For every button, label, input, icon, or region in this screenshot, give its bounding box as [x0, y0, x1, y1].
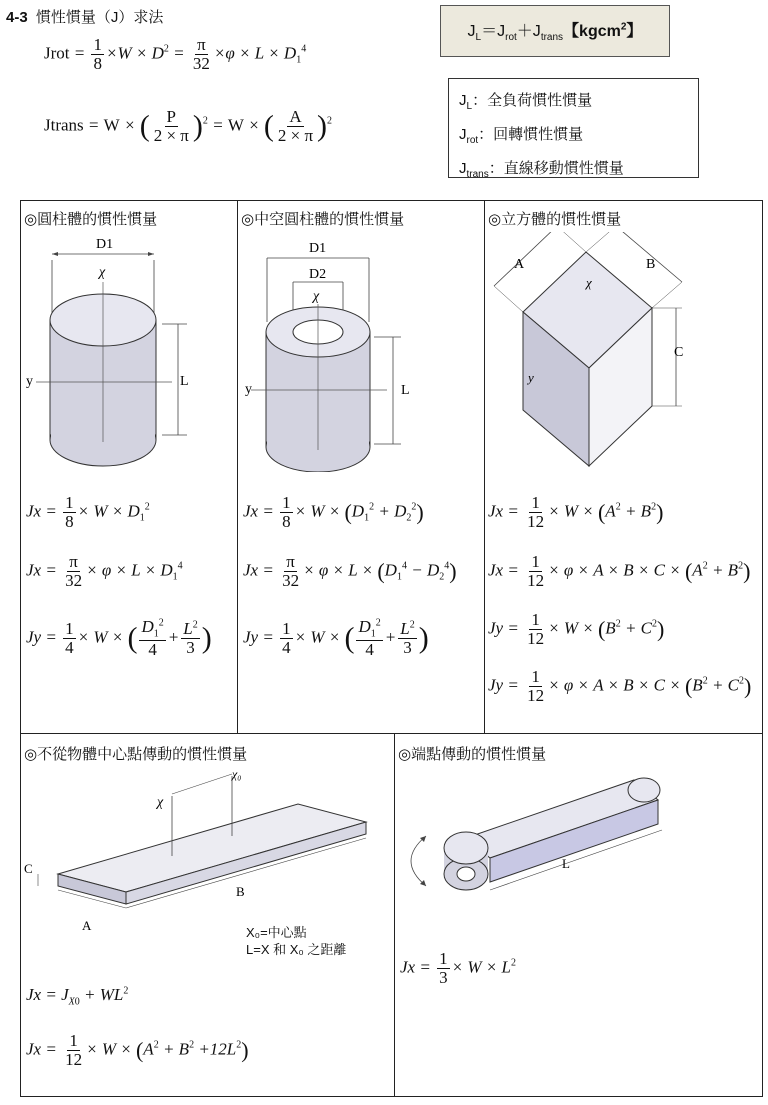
offcenter-jx-formula-1: $Jx = J_{X0} + WL^2$ — [26, 985, 129, 1008]
length-label: L — [401, 383, 410, 398]
divider — [484, 200, 485, 734]
a-label: A — [82, 918, 92, 933]
jrot-label: Jrot — [44, 43, 70, 63]
cube-jx-formula-2: Jx = $\frac{1}{12}$ × $\varphi \times A \times B \times C \times (A^2 + B^2)$ — [488, 552, 751, 590]
cube-jy-formula-2: Jy = $\frac{1}{12}$ × $\varphi \times A \times B \times C \times (B^2 + C^2)$ — [488, 667, 752, 705]
distance-note: L=X 和 X₀ 之距離 — [246, 942, 347, 957]
cylinder-diagram — [22, 232, 236, 472]
jrot-formula: Jrot = $\frac{1}{8}$ $\times W \times D^2$ = $\frac{\pi}{32}$ $\times\varphi \times L \times D_1^4$ — [44, 35, 307, 73]
x-axis-label: χ — [586, 275, 592, 290]
total-inertia-formula: $J_L=J_{rot}+J_{trans}$【kgcm$^2$】 — [467, 22, 643, 44]
hollow-jx-formula-2: Jx = $\frac{\pi}{32}$ × $\varphi \times L \times (D_1^4 - D_2^4)$ — [243, 552, 457, 590]
x-axis-label: χ — [99, 265, 106, 280]
section-number: 4-3 — [6, 9, 28, 26]
x-axis-label: χ — [313, 289, 320, 304]
section-heading — [6, 6, 163, 27]
center-point-note: X₀=中心點 — [246, 925, 307, 940]
x0-axis-label: χ₀ — [232, 767, 242, 781]
length-label: L — [180, 374, 189, 389]
a-label: A — [514, 257, 525, 272]
cylinder-jx-formula-2: Jx = $\frac{\pi}{32}$ × $\varphi \times L \times D_1^4$ — [26, 552, 183, 590]
hollow-cylinder-diagram — [239, 232, 483, 472]
offcenter-jx-formula-2: Jx = $\frac{1}{12}$ × $W \times (A^2 + B^2 +12L^2)$ — [26, 1031, 249, 1069]
endpoint-jx-formula: Jx = $\frac{1}{3}$ × $W \times L^2$ — [400, 949, 516, 987]
legend-item-jl: $J_L$：全負荷慣性慣量 — [459, 92, 593, 112]
legend-box — [448, 78, 699, 178]
jtrans-formula: Jtrans = W × ( $\frac{P}{2 \times \pi}$ )$^2$ = W × ( $\frac{A}{2 \times \pi}$ )$^2$ — [44, 107, 333, 145]
hollow-jx-formula-1: Jx = $\frac{1}{8}$ × $W \times (D_1^2 + D_2^2)$ — [243, 493, 424, 531]
divider — [20, 733, 763, 734]
cube-panel-title: ◎立方體的慣性慣量 — [488, 210, 622, 228]
y-axis-label: y — [26, 374, 33, 389]
y-axis-label: y — [528, 370, 534, 385]
offcenter-plate-diagram — [22, 766, 390, 946]
cube-jy-formula-1: Jy = $\frac{1}{12}$ × $W \times (B^2 + C^2)$ — [488, 610, 665, 648]
divider — [237, 200, 238, 734]
total-inertia-box — [440, 5, 670, 57]
c-label: C — [24, 861, 33, 876]
offcenter-note — [246, 924, 346, 958]
hollow-jy-formula: Jy = $\frac{1}{4}$ × W × ( $\frac{D_1^2}{4}$ + $\frac{L^2}{3}$ ) — [243, 617, 429, 659]
cube-diagram — [486, 232, 762, 472]
endpoint-arm-diagram — [396, 766, 762, 906]
legend-item-jrot: $J_{rot}$：回轉慣性慣量 — [459, 126, 584, 146]
legend-item-jtrans: $J_{trans}$：直線移動慣性慣量 — [459, 160, 624, 180]
endpoint-panel-title: ◎端點傳動的慣性慣量 — [398, 745, 547, 763]
cylinder-panel-title: ◎圓柱體的慣性慣量 — [24, 210, 158, 228]
d2-label: D2 — [309, 267, 327, 282]
y-axis-label: y — [245, 382, 252, 397]
d1-label: D1 — [309, 241, 327, 256]
section-title: 慣性慣量（J）求法 — [35, 9, 164, 26]
b-label: B — [236, 884, 245, 899]
cylinder-jx-formula-1: Jx = $\frac{1}{8}$ × $W \times D_1^2$ — [26, 493, 150, 531]
hollow-panel-title: ◎中空圓柱體的慣性慣量 — [241, 210, 405, 228]
cylinder-jy-formula: Jy = $\frac{1}{4}$ × W × ( $\frac{D_1^2}{4}$ + $\frac{L^2}{3}$ ) — [26, 617, 212, 659]
jtrans-label: Jtrans — [44, 115, 84, 135]
cube-jx-formula-1: Jx = $\frac{1}{12}$ × $W \times (A^2 + B^2)$ — [488, 493, 664, 531]
b-label: B — [646, 257, 656, 272]
d1-label: D1 — [96, 237, 114, 252]
offcenter-panel-title: ◎不從物體中心點傳動的慣性慣量 — [24, 745, 248, 763]
c-label: C — [674, 345, 684, 360]
divider — [394, 733, 395, 1097]
x-axis-label: χ — [157, 795, 164, 810]
length-label: L — [562, 856, 570, 871]
